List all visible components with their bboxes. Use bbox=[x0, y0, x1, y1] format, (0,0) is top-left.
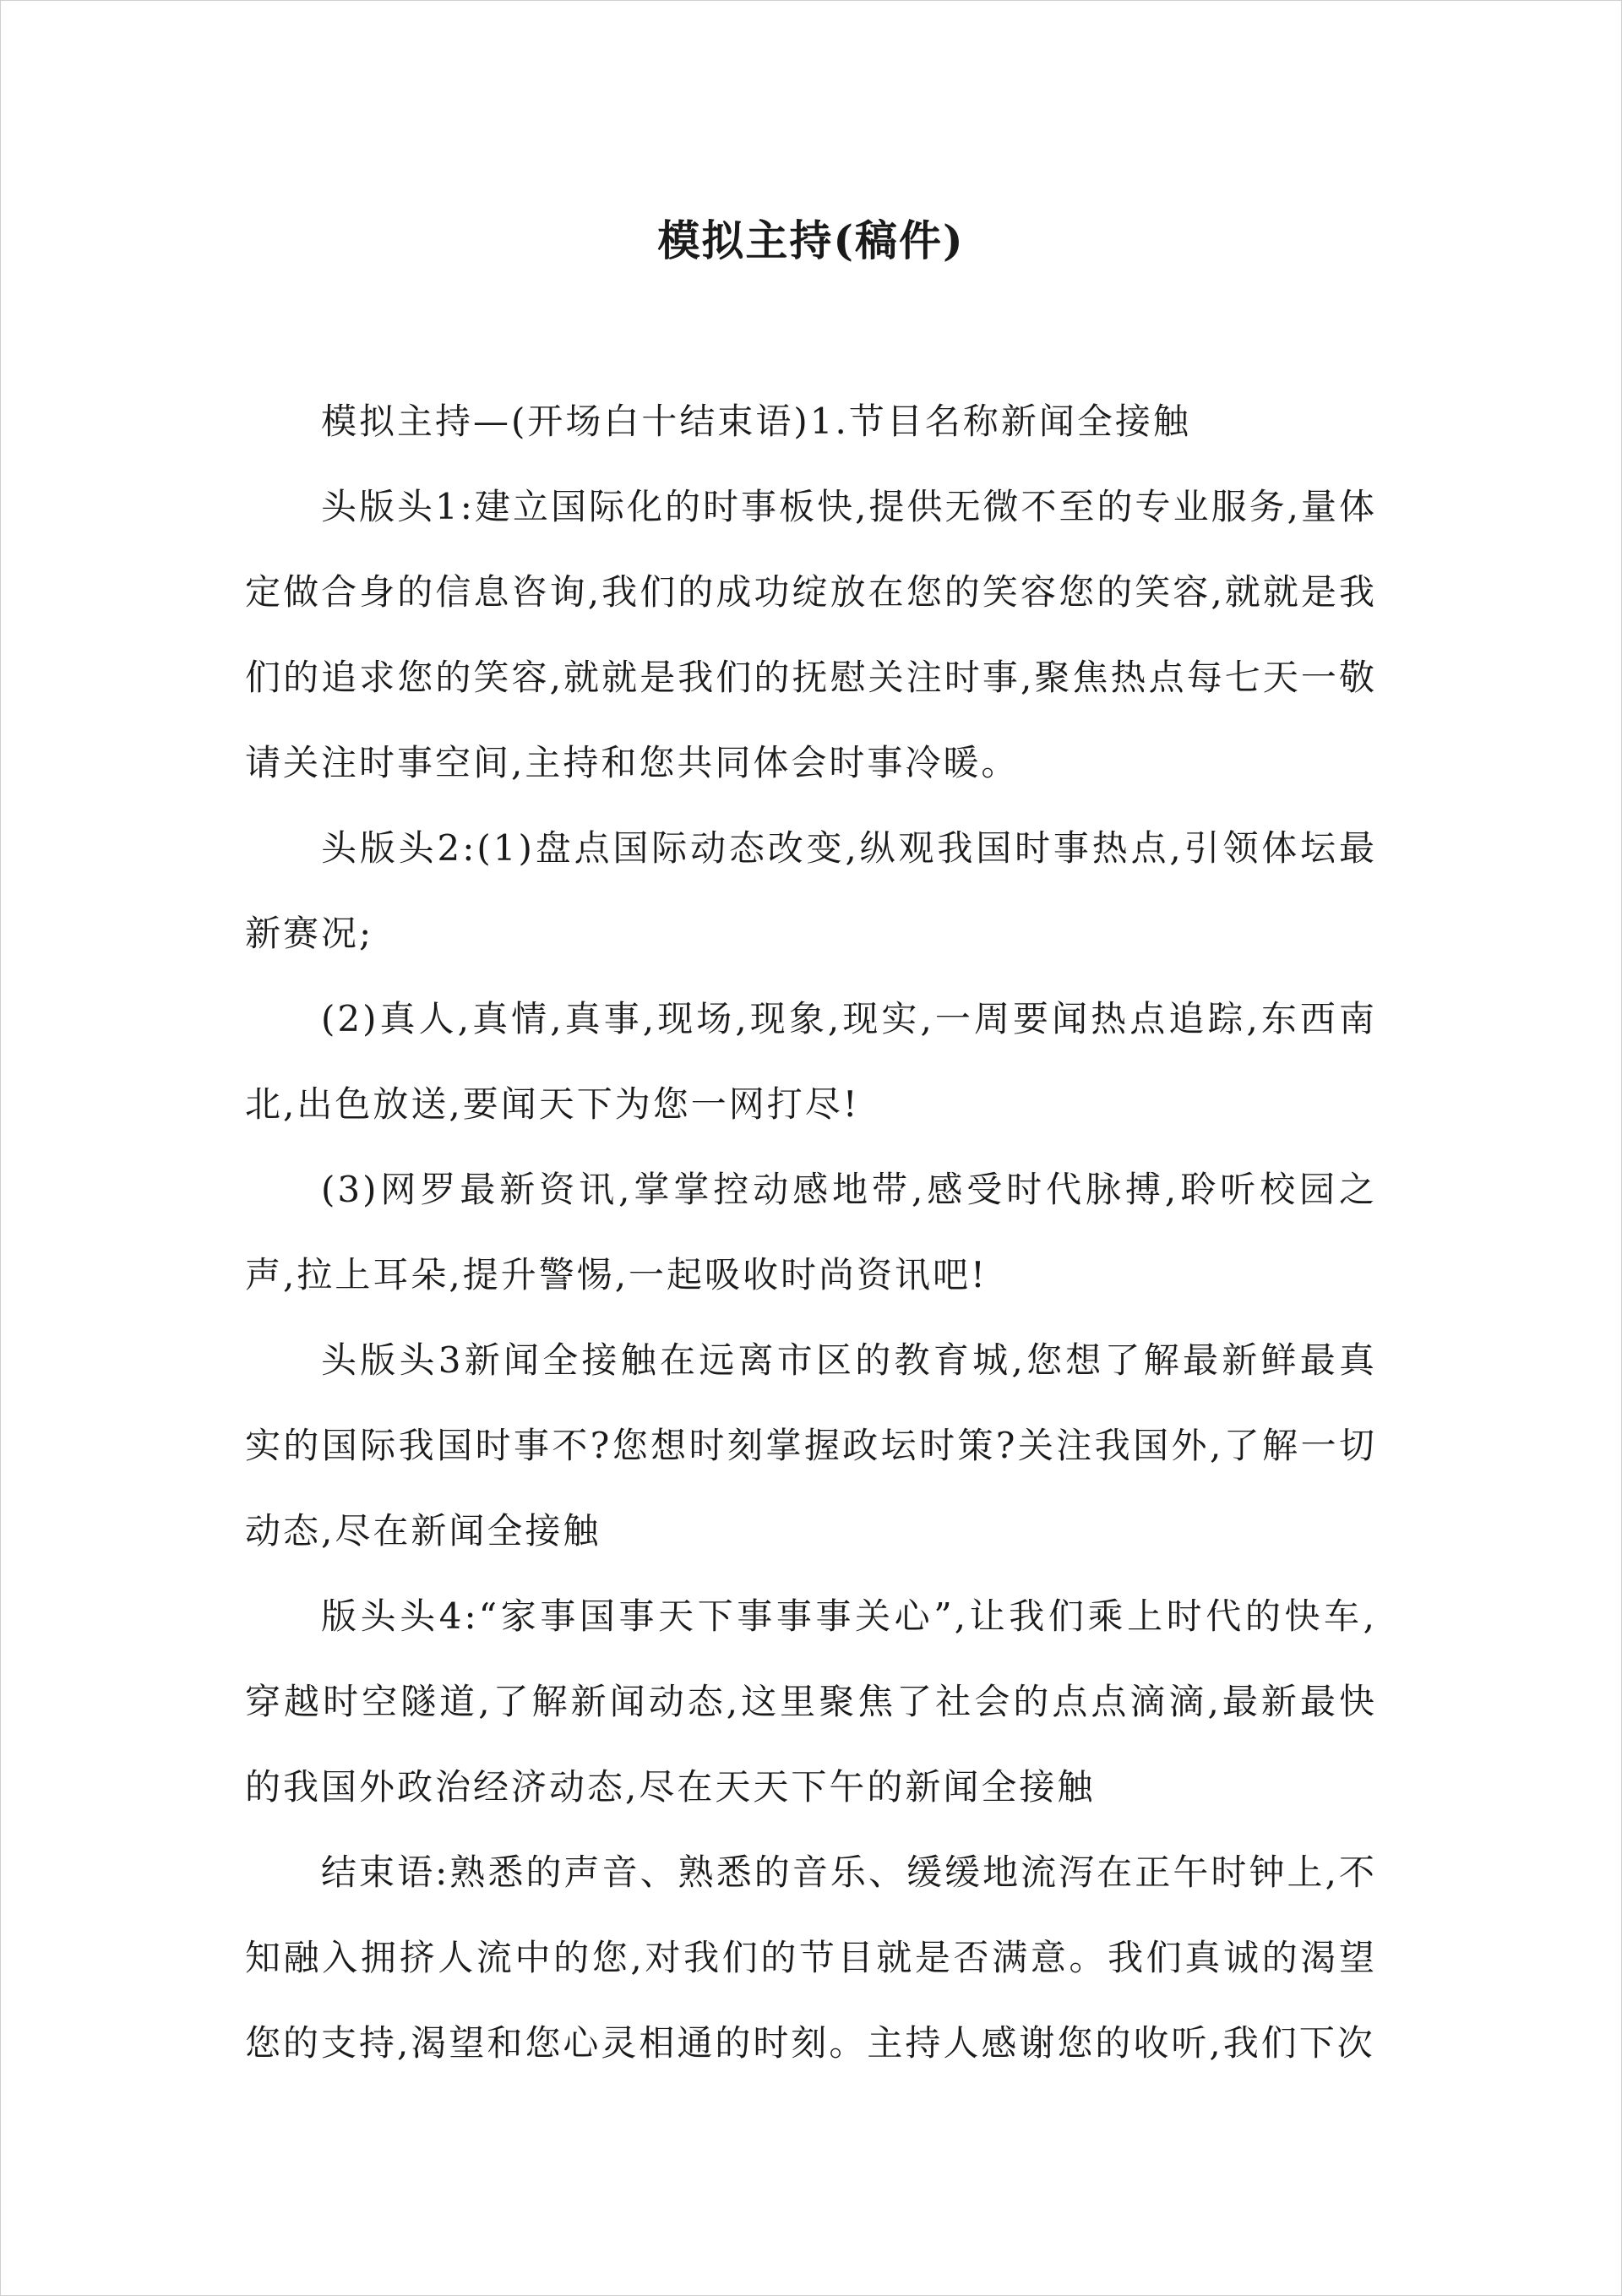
paragraph-headline-2-item-3: (3)网罗最新资讯,掌掌控动感地带,感受时代脉搏,聆听校园之声,拉上耳朵,提升警惕,一起吸收时尚资讯吧! bbox=[245, 1169, 1377, 1295]
paragraph-intro: 模拟主持—(开场白十结束语)1.节目名称新闻全接触 bbox=[321, 401, 1191, 442]
paragraph-headline-2-item-2: (2)真人,真情,真事,现场,现象,现实,一周要闻热点追踪,东西南北,出色放送,要闻天下为您一网打尽! bbox=[245, 998, 1377, 1125]
document-title: 模拟主持(稿件) bbox=[657, 215, 965, 265]
paragraph-headline-4: 版头头4:“家事国事天下事事事关心”,让我们乘上时代的快车,穿越时空隧道,了解新闻动态,这里聚焦了社会的点点滴滴,最新最快的我国外政治经济动态,尽在天天下午的新闻全接触 bbox=[245, 1595, 1377, 1808]
paragraph-closing: 结束语:熟悉的声音、熟悉的音乐、缓缓地流泻在正午时钟上,不知融入拥挤人流中的您,对我们的节目就是否满意。我们真诚的渴望您的支持,渴望和您心灵相通的时刻。主持人感谢您的收听,我们下次 bbox=[245, 1852, 1377, 2064]
paragraph-headline-3: 头版头3新闻全接触在远离市区的教育城,您想了解最新鲜最真实的国际我国时事不?您想时刻掌握政坛时策?关注我国外,了解一切动态,尽在新闻全接触 bbox=[245, 1339, 1377, 1552]
paragraph-headline-2: 头版头2:(1)盘点国际动态改变,纵观我国时事热点,引领体坛最新赛况; bbox=[245, 827, 1377, 954]
document-body bbox=[245, 379, 1377, 2086]
paragraph-headline-1: 头版头1:建立国际化的时事板快,提供无微不至的专业服务,量体定做合身的信息咨询,我们的成功绽放在您的笑容您的笑容,就就是我们的追求您的笑容,就就是我们的抚慰关注时事,聚焦热点每七天一敬请关注时事空间,主持和您共同体会时事冷暖。 bbox=[245, 486, 1377, 783]
